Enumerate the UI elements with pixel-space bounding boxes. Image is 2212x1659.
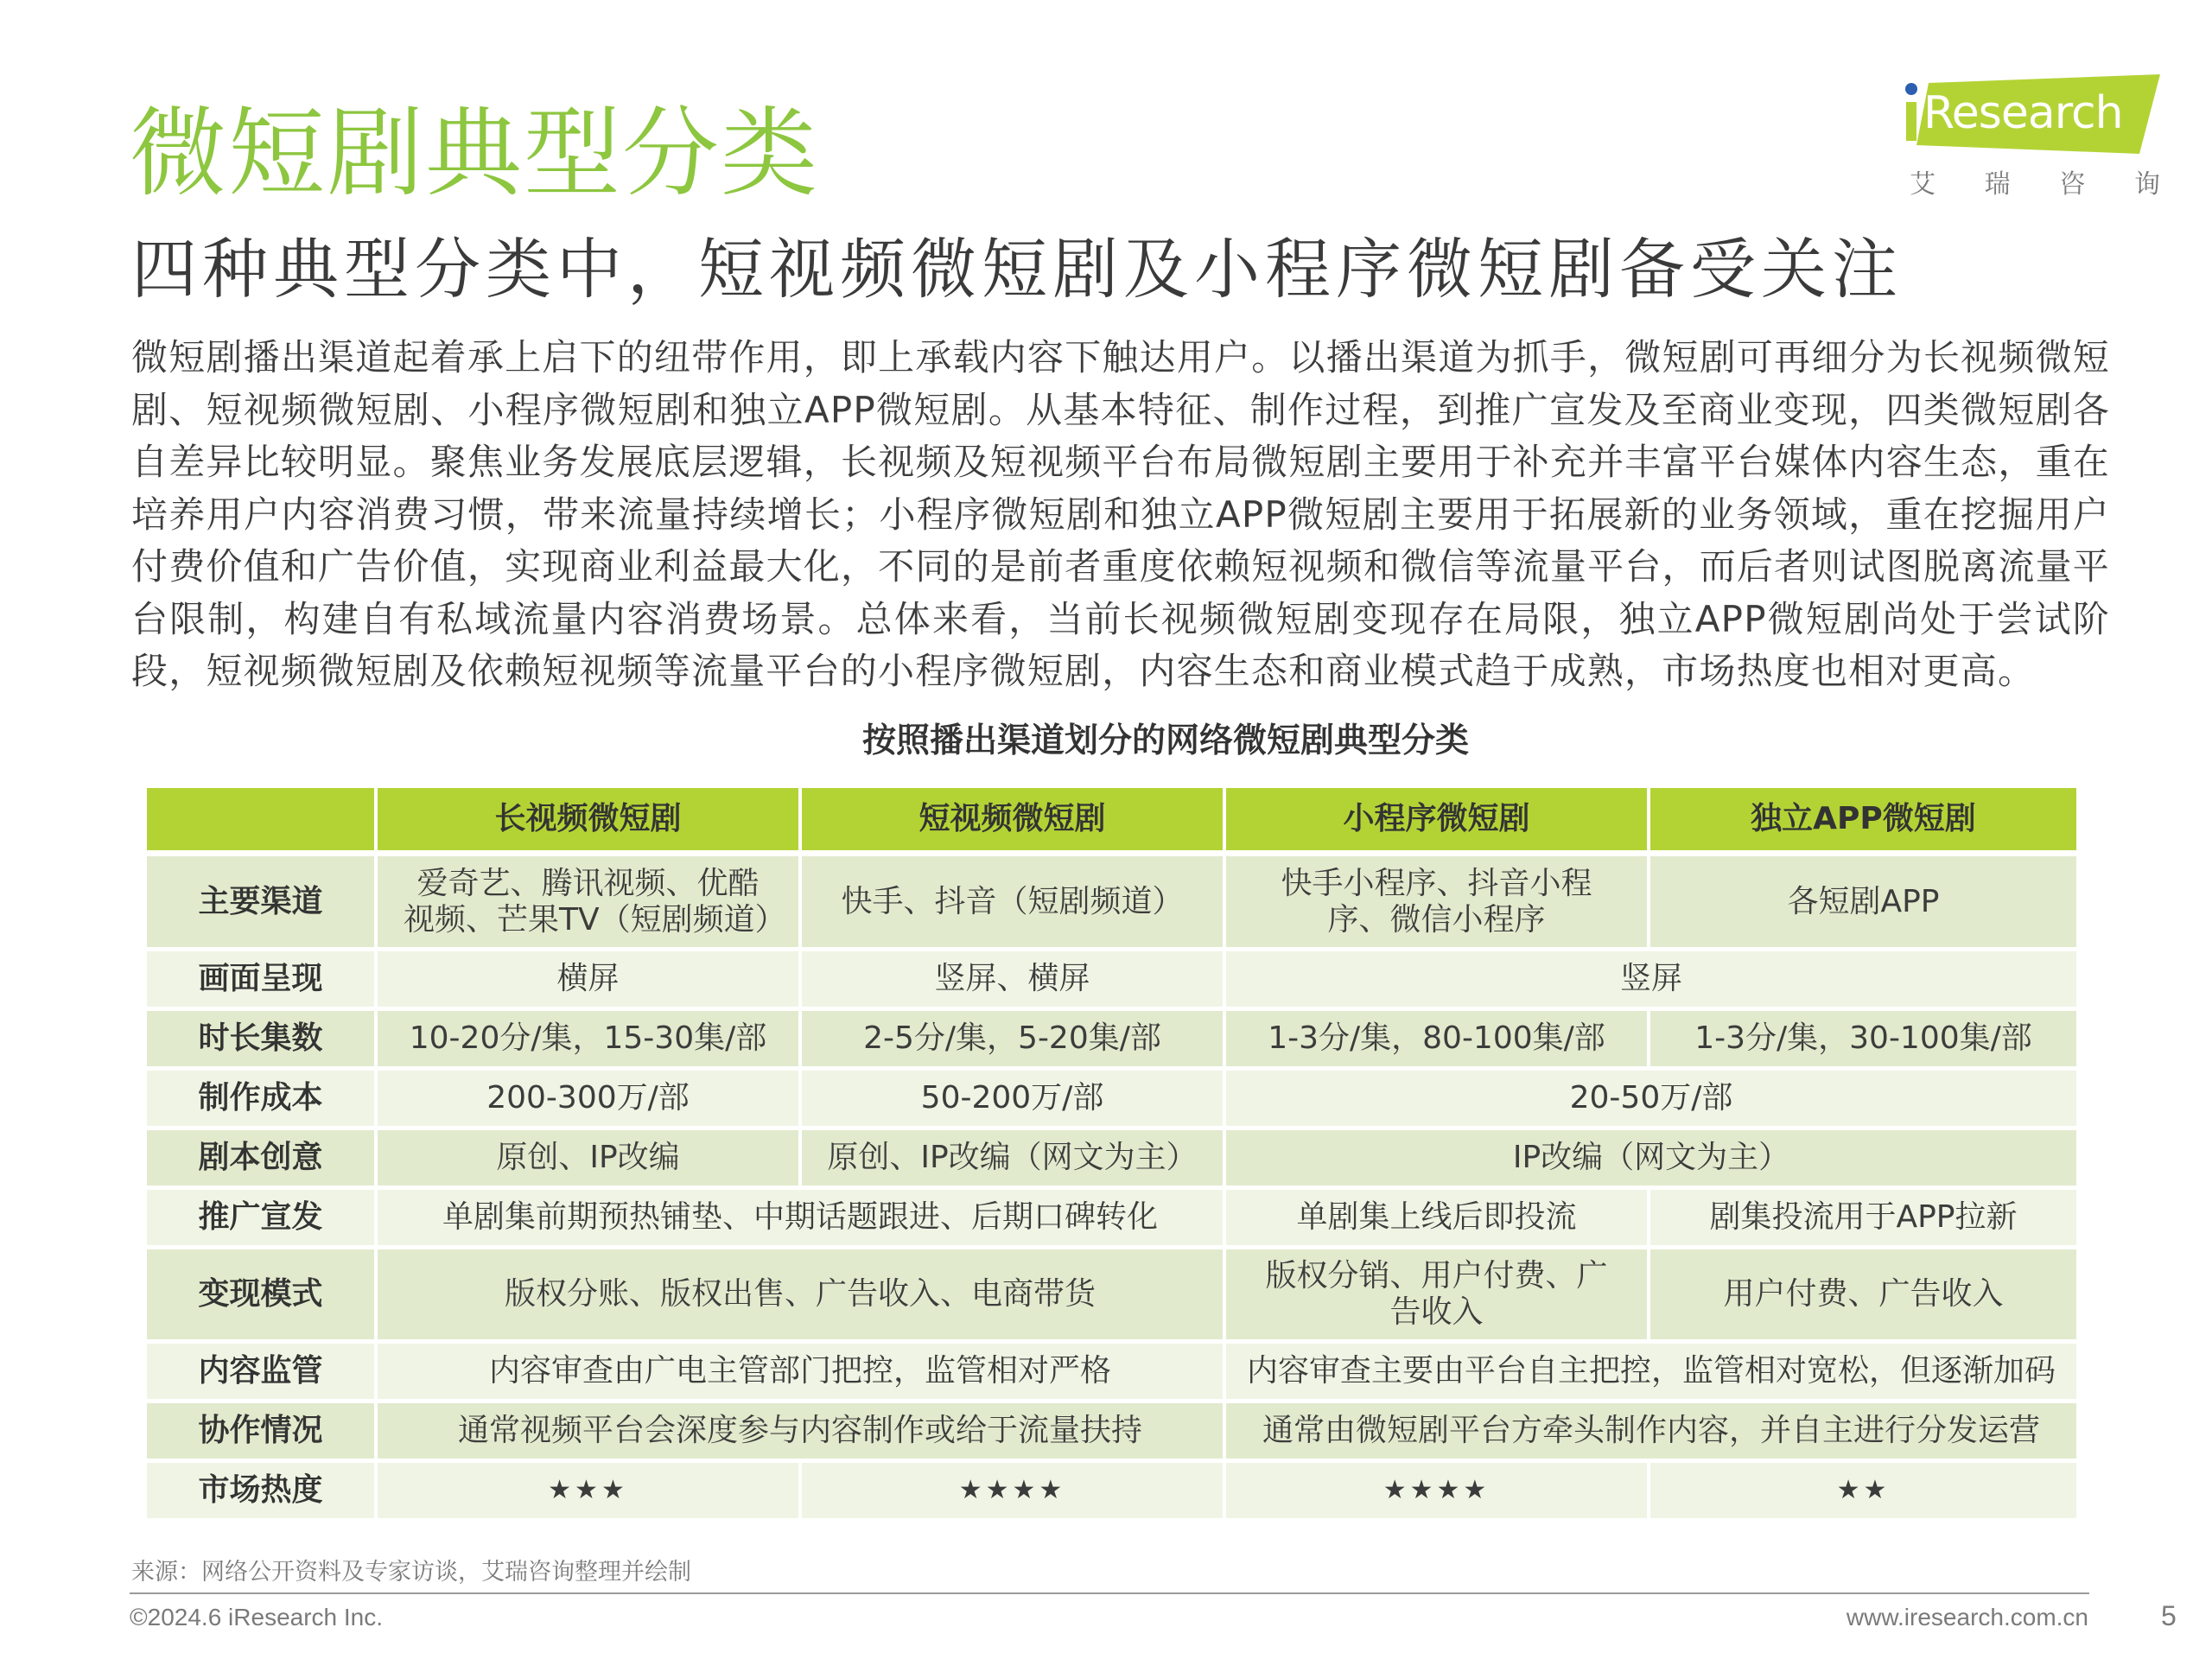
column-header-short-video: 短视频微短剧 xyxy=(802,788,1226,850)
cell-cost-mini-app: 20-50万/部 xyxy=(1226,1071,2076,1130)
cell-monetization-mini: 版权分销、用户付费、广告收入 xyxy=(1226,1249,1650,1344)
cell-regulation-mini-app: 内容审查主要由平台自主把控，监管相对宽松，但逐渐加码 xyxy=(1226,1344,2076,1403)
website-url: www.iresearch.com.cn xyxy=(1846,1604,2088,1630)
row-label-promotion: 推广宣发 xyxy=(147,1190,378,1249)
cell-monetization-long-short: 版权分账、版权出售、广告收入、电商带货 xyxy=(378,1249,1226,1344)
logo-i-bar-icon xyxy=(1906,102,1916,141)
row-label-regulation: 内容监管 xyxy=(147,1344,378,1403)
page-subtitle: 四种典型分类中，短视频微短剧及小程序微短剧备受关注 xyxy=(131,231,1903,308)
row-label-script: 剧本创意 xyxy=(147,1130,378,1190)
star-rating-mini: ★★★★ xyxy=(1226,1463,1650,1522)
page-title: 微短剧典型分类 xyxy=(130,98,819,210)
row-label-cost: 制作成本 xyxy=(147,1071,378,1130)
cell-channel-app: 各短剧APP xyxy=(1650,856,2076,951)
logo-dot-icon xyxy=(1905,83,1917,95)
cell-channel-short: 快手、抖音（短剧频道） xyxy=(802,856,1226,951)
row-label-channel: 主要渠道 xyxy=(147,856,378,951)
cell-collaboration-mini-app: 通常由微短剧平台方牵头制作内容，并自主进行分发运营 xyxy=(1226,1403,2076,1463)
page-number: 5 xyxy=(2161,1600,2177,1631)
logo-wordmark: Research xyxy=(1923,87,2123,139)
cell-duration-app: 1-3分/集，30-100集/部 xyxy=(1650,1011,2076,1071)
cell-monetization-app: 用户付费、广告收入 xyxy=(1650,1249,2076,1344)
logo-char: 艾 xyxy=(1910,169,1936,200)
copyright: ©2024.6 iResearch Inc. xyxy=(130,1604,384,1630)
column-header-long-video: 长视频微短剧 xyxy=(378,788,802,850)
cell-duration-mini: 1-3分/集，80-100集/部 xyxy=(1226,1011,1650,1071)
logo-char: 瑞 xyxy=(1984,169,2011,200)
cell-script-mini-app: IP改编（网文为主） xyxy=(1226,1130,2076,1190)
column-header-standalone-app: 独立APP微短剧 xyxy=(1650,788,2076,850)
logo-chinese-name xyxy=(1910,162,2160,200)
cell-cost-long: 200-300万/部 xyxy=(378,1071,802,1130)
row-label-screen: 画面呈现 xyxy=(147,951,378,1011)
table-title: 按照播出渠道划分的网络微短剧典型分类 xyxy=(861,721,1469,760)
classification-table xyxy=(147,788,2076,1522)
star-rating-app: ★★ xyxy=(1650,1463,2076,1522)
row-label-collaboration: 协作情况 xyxy=(147,1403,378,1463)
cell-duration-long: 10-20分/集，15-30集/部 xyxy=(378,1011,802,1071)
cell-regulation-long-short: 内容审查由广电主管部门把控，监管相对严格 xyxy=(378,1344,1226,1403)
cell-channel-long: 爱奇艺、腾讯视频、优酷视频、芒果TV（短剧频道） xyxy=(378,856,802,951)
header-gap xyxy=(147,850,2076,856)
cell-screen-long: 横屏 xyxy=(378,951,802,1011)
table-header-corner xyxy=(147,788,378,850)
cell-promotion-app: 剧集投流用于APP拉新 xyxy=(1650,1190,2076,1249)
cell-collaboration-long-short: 通常视频平台会深度参与内容制作或给于流量扶持 xyxy=(378,1403,1226,1463)
intro-paragraph: 微短剧播出渠道起着承上启下的纽带作用，即上承载内容下触达用户。以播出渠道为抓手，微短剧可再细分为长视频微短剧、短视频微短剧、小程序微短剧和独立APP微短剧。从基本特征、制作过程，到推广宣发及至商业变现，四类微短剧各自差异比较明显。聚焦业务发展底层逻辑，长视频及短视频平台布局微短剧主要用于补充并丰富平台媒体内容生态，重在培养用户内容消费习惯，带来流量持续增长；小程序微短剧和独立APP微短剧主要用于拓展新的业务领域，重在挖掘用户付费价值和广告价值，实现商业利益最大化，不同的是前者重度依赖短视频和微信等流量平台，而后者则试图脱离流量平台限制，构建自有私域流量内容消费场景。总体来看，当前长视频微短剧变现存在局限，独立APP微短剧尚处于尝试阶段，短视频微短剧及依赖短视频等流量平台的小程序微短剧，内容生态和商业模式趋于成熟，市场热度也相对更高。 xyxy=(131,336,2110,692)
cell-script-short: 原创、IP改编（网文为主） xyxy=(802,1130,1226,1190)
column-header-mini-program: 小程序微短剧 xyxy=(1226,788,1650,850)
footer-divider xyxy=(130,1592,2089,1594)
row-label-duration: 时长集数 xyxy=(147,1011,378,1071)
source-note: 来源：网络公开资料及专家访谈，艾瑞咨询整理并绘制 xyxy=(131,1559,691,1586)
cell-promotion-mini: 单剧集上线后即投流 xyxy=(1226,1190,1650,1249)
cell-channel-mini: 快手小程序、抖音小程序、微信小程序 xyxy=(1226,856,1650,951)
star-rating-short: ★★★★ xyxy=(802,1463,1226,1522)
row-label-monetization: 变现模式 xyxy=(147,1249,378,1344)
cell-screen-short: 竖屏、横屏 xyxy=(802,951,1226,1011)
logo-char: 询 xyxy=(2133,169,2160,200)
cell-screen-mini-app: 竖屏 xyxy=(1226,951,2076,1011)
star-rating-long: ★★★ xyxy=(378,1463,802,1522)
row-label-heat: 市场热度 xyxy=(147,1463,378,1522)
cell-cost-short: 50-200万/部 xyxy=(802,1071,1226,1130)
iresearch-logo xyxy=(1901,69,2160,199)
cell-duration-short: 2-5分/集，5-20集/部 xyxy=(802,1011,1226,1071)
cell-script-long: 原创、IP改编 xyxy=(378,1130,802,1190)
cell-promotion-long-short: 单剧集前期预热铺垫、中期话题跟进、后期口碑转化 xyxy=(378,1190,1226,1249)
logo-char: 咨 xyxy=(2059,169,2086,200)
